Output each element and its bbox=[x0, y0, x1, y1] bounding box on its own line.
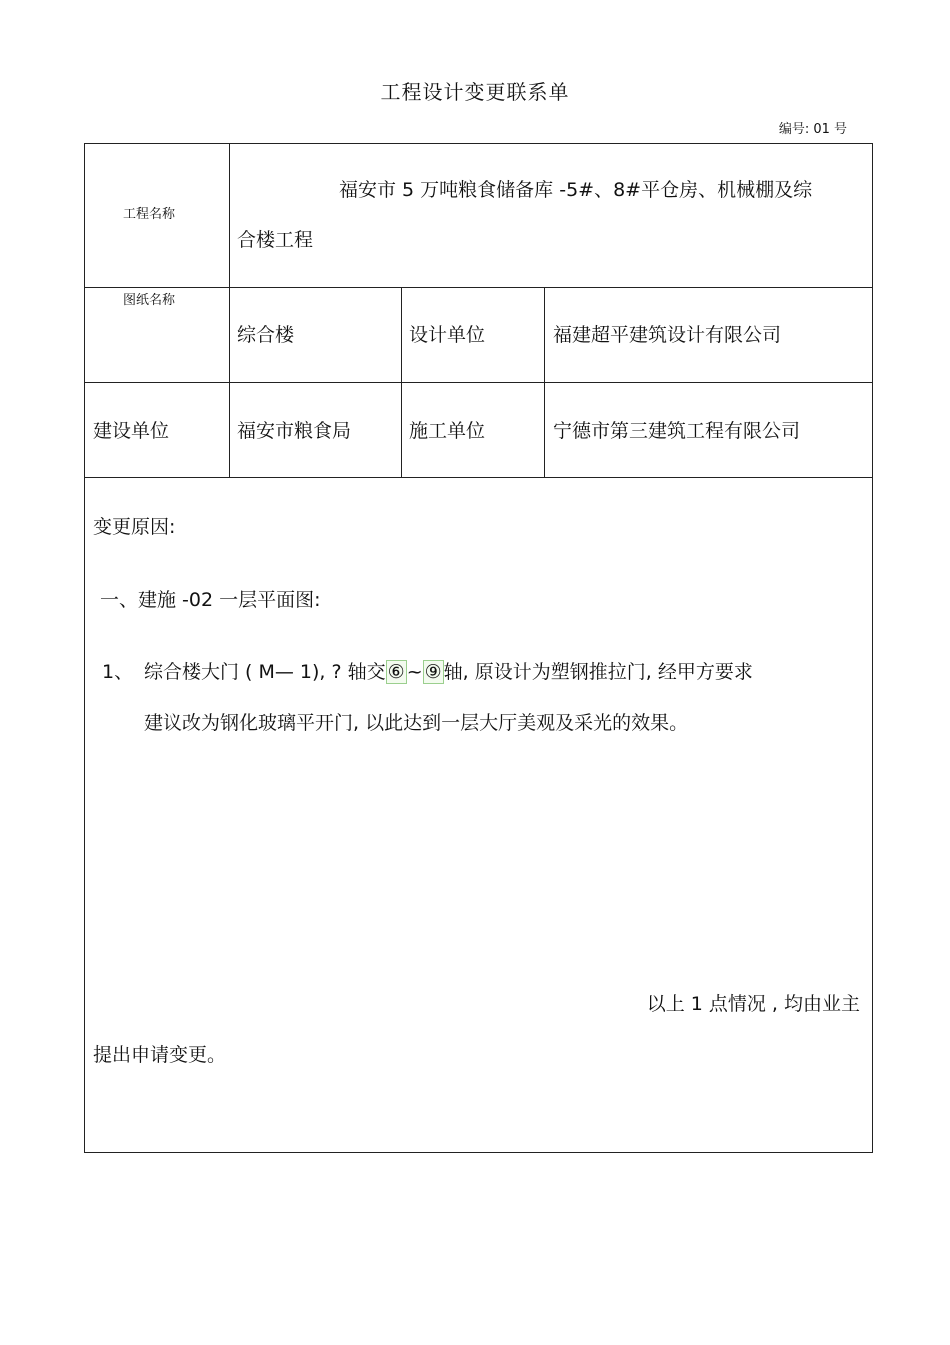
column-divider-3 bbox=[544, 287, 545, 477]
item-line2: 建议改为钢化玻璃平开门, 以此达到一层大厅美观及采光的效果。 bbox=[144, 712, 689, 734]
section-title: 一、建施 -02 一层平面图: bbox=[100, 589, 321, 611]
summary-line2: 提出申请变更。 bbox=[93, 1044, 227, 1066]
design-unit-label: 设计单位 bbox=[409, 324, 486, 346]
row-divider-3 bbox=[85, 477, 872, 478]
document-title: 工程设计变更联系单 bbox=[380, 80, 570, 104]
summary-line1: 以上 1 点情况 , 均由业主 bbox=[646, 993, 860, 1015]
item-line1 bbox=[144, 657, 753, 684]
column-divider-2 bbox=[401, 287, 402, 477]
design-unit-value: 福建超平建筑设计有限公司 bbox=[553, 324, 782, 346]
item-text-part1: 综合楼大门 ( M— 1), ? 轴交 bbox=[144, 661, 386, 683]
builder-value: 福安市粮食局 bbox=[237, 420, 352, 442]
drawing-name-value: 综合楼 bbox=[237, 324, 295, 346]
axis-separator: ~ bbox=[406, 661, 423, 683]
construction-value: 宁德市第三建筑工程有限公司 bbox=[553, 420, 801, 442]
drawing-name-label: 图纸名称 bbox=[123, 293, 176, 308]
item-number: 1、 bbox=[102, 661, 134, 683]
construction-label: 施工单位 bbox=[409, 420, 486, 442]
change-reason-label: 变更原因: bbox=[93, 516, 176, 538]
row-divider-1 bbox=[85, 287, 872, 288]
item-text-part2: 轴, 原设计为塑钢推拉门, 经甲方要求 bbox=[443, 661, 753, 683]
project-name-line1: 福安市 5 万吨粮食储备库 -5#、8#平仓房、机械棚及综 bbox=[339, 179, 813, 201]
project-name-label: 工程名称 bbox=[123, 207, 176, 222]
column-divider-1 bbox=[229, 144, 230, 477]
document-number: 编号: 01 号 bbox=[778, 122, 847, 137]
change-form-table bbox=[84, 143, 873, 1153]
builder-label: 建设单位 bbox=[93, 420, 170, 442]
project-name-line2: 合楼工程 bbox=[237, 229, 314, 251]
axis-6-marker: ⑥ bbox=[387, 661, 405, 683]
row-divider-2 bbox=[85, 382, 872, 383]
axis-9-marker: ⑨ bbox=[424, 661, 442, 683]
